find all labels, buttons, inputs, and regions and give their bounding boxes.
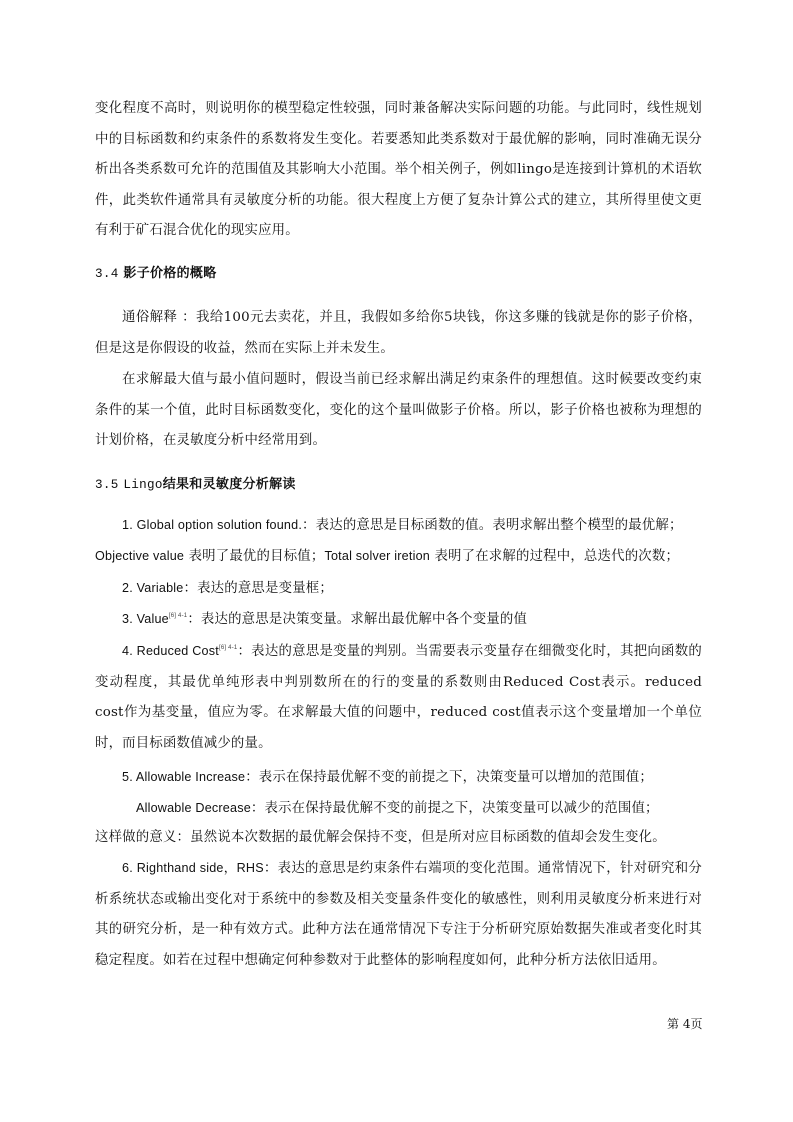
shadow-price-paragraph-1: 通俗解释 ：我给100元去卖花，并且，我假如多给你5块钱，你这多赚的钱就是你的影子价格，但是这是你假设的收益，然而在实际上并未发生。 [95,310,702,356]
section-title: 结果和灵敏度分析解读 [162,477,296,492]
page-number: 第 4页 [667,1017,703,1031]
item-4: 4. Reduced Cost$^{[6] 4-1}$：表达的意思是变量的判别。当需要表示变量存在细微变化时，其把向函数的变动程度，其最优单纯形表中判别数所在的行的变量的系数则由Reduced Cost表示。reduced cost作为基变量，值应为零。在求解最大值的问题中，reduced cost值表示这个变量增加一个单位时，而目标函数值减少的量。 [95,644,702,751]
term: Allowable Decrease [136,801,251,815]
intro-paragraph: 变化程度不高时，则说明你的模型稳定性较强，同时兼备解决实际问题的功能。与此同时，线性规划中的目标函数和约束条件的系数将发生变化。若要悉知此类系数对于最优解的影响，同时准确无误分析出各类系数可允许的范围值及其影响大小范围。举个相关例子，例如lingo是连接到计算机的术语软件，此类软件通常具有灵敏度分析的功能。很大程度上方便了复杂计算公式的建立，其所得里使文更有利于矿石混合优化的现实应用。 [95,101,702,239]
item-5-meaning: 这样做的意义：虽然说本次数据的最优解会保持不变，但是所对应目标函数的值却会发生变化。 [95,830,666,845]
section-number: 3.5 [95,478,119,492]
term: Total solver iretion [324,549,430,563]
item-5-decrease: Allowable Decrease：表示在保持最优解不变的前提之下，决策变量可以减少的范围值； [136,801,659,816]
item-3: 3. Value$^{[6] 4-1}$：表达的意思是决策变量。求解出最优解中各个变量的值 [122,612,528,627]
term: 3. Value [122,612,169,626]
section-number: 3.4 [95,267,119,281]
term: 5. Allowable Increase [122,770,246,784]
section-title-latin: Lingo [123,478,163,492]
citation-marker: [6] 4-1 [218,645,238,651]
term: 1. Global option solution found. [122,518,303,532]
section-title: 影子价格的概略 [123,266,217,281]
shadow-price-paragraph-2: 在求解最大值与最小值问题时，假设当前已经求解出满足约束条件的理想值。这时候要改变约束条件的某一个值，此时目标函数变化，变化的这个量叫做影子价格。所以，影子价格也被称为理想的计划价格，在灵敏度分析中经常用到。 [95,372,702,449]
section-heading-3-5 [95,475,296,495]
item-5: 5. Allowable Increase：表示在保持最优解不变的前提之下，决策变量可以增加的范围值； [122,770,653,785]
item-2: 2. Variable：表达的意思是变量框； [122,581,333,596]
item-1-line-1: 1. Global option solution found.：表达的意思是目标函数的值。表明求解出整个模型的最优解； [122,518,683,533]
term: 6. Righthand side，RHS [122,861,264,875]
citation-marker: [6] 4-1 [168,613,188,619]
item-6: 6. Righthand side，RHS：表达的意思是约束条件右端项的变化范围。通常情况下，针对研究和分析系统状态或输出变化对于系统中的参数及相关变量条件变化的敏感性，则利用灵敏度分析来进行对其的研究分析，是一种有效方式。此种方法在通常情况下专注于分析研究原始数据失准或者变化时其稳定程度。如若在过程中想确定何种参数对于此整体的影响程度如何，此种分析方法依旧适用。 [95,861,703,968]
section-heading-3-4 [95,264,217,284]
term: 4. Reduced Cost [122,644,219,658]
item-1-line-2: Objective value 表明了最优的目标值；Total solver iretion 表明了在求解的过程中，总迭代的次数； [95,549,680,564]
term: 2. Variable [122,581,184,595]
term: Objective value [95,549,185,563]
